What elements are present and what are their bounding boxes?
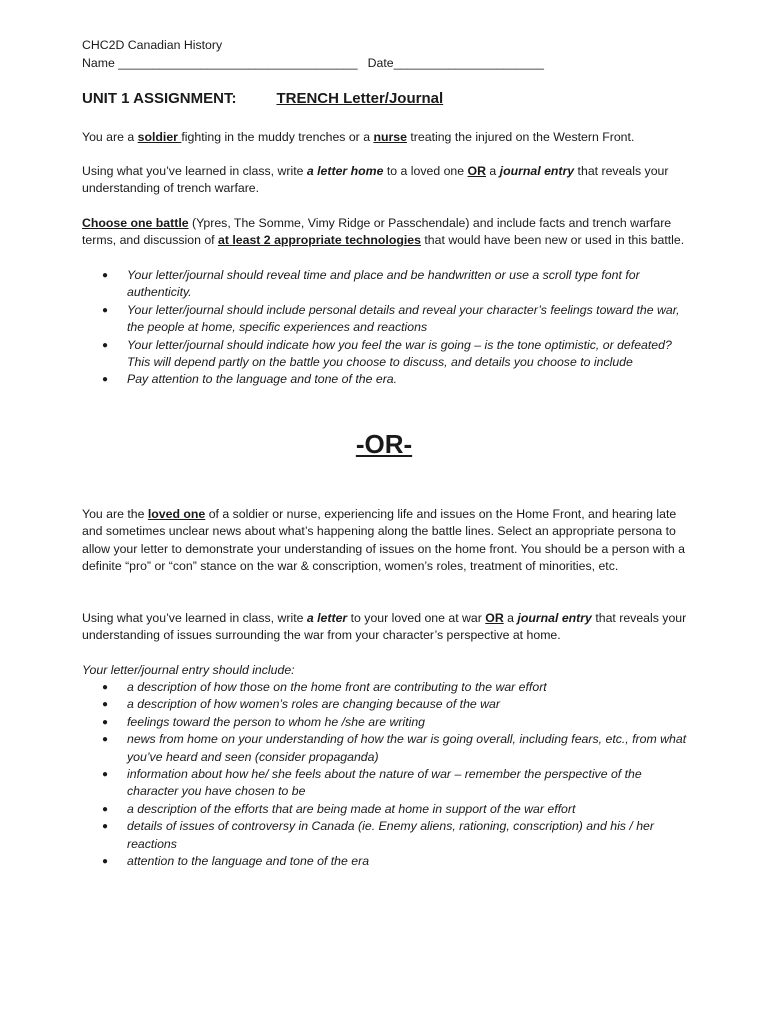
list-item: ● a description of how those on the home front are contributing to the war effort <box>82 679 692 696</box>
text-run: (Ypres, The Somme, Vimy Ridge or Passchendale) and include facts and trench warfare terms, and discussion of <box>82 216 672 248</box>
loved-one-keyword: loved one <box>147 507 206 521</box>
course-name: CHC2D Canadian History <box>82 38 223 52</box>
text-run: of a soldier or nurse, experiencing life and issues on the Home Front, and hearing late and sometimes unclear news about what’s happening along the battle lines. Select an appropriate persona to allow your letter to demonstrate your understanding of issues on the home front. You should be a person with a definite “pro” or “con” stance on the war & conscription, women’s roles, treatment of minorities, etc. <box>82 507 685 574</box>
text-run: that reveals your understanding of issues surrounding the war from your character’s perspective at home. <box>82 611 687 643</box>
include-heading: Your letter/journal entry should include: <box>82 663 295 677</box>
list-item: ● Your letter/journal should include personal details and reveal your character’s feelings toward the war, the people at home, specific experiences and reactions <box>82 302 692 337</box>
text-run: that would have been new or used in this battle. <box>420 233 685 248</box>
date-field-label: Date______________________ <box>367 56 545 70</box>
list-item: ● information about how he/ she feels about the nature of war – remember the perspective of the character you have chosen to be <box>82 766 692 801</box>
letter-keyword: a letter <box>306 611 348 625</box>
text-run: Using what you’ve learned in class, write <box>82 611 307 625</box>
nurse-keyword: nurse <box>373 130 407 144</box>
assignment-title <box>82 90 692 108</box>
unit-label: UNIT 1 ASSIGNMENT: <box>82 90 237 107</box>
text-run: treating the injured on the Western Front. <box>406 130 635 144</box>
journal-entry-keyword: journal entry <box>517 611 592 625</box>
text-run: that reveals your understanding of trench warfare. <box>82 164 669 196</box>
part1-bullet-list <box>82 267 692 389</box>
or-keyword: OR <box>485 611 504 625</box>
part1-intro <box>82 129 692 146</box>
text-run: fighting in the muddy trenches or a <box>181 130 374 144</box>
list-item: ● a description of how women’s roles are changing because of the war <box>82 696 692 713</box>
text-run: a <box>485 164 500 178</box>
list-item: ● a description of the efforts that are being made at home in support of the war effort <box>82 801 692 818</box>
choose-battle-keyword: Choose one battle <box>82 216 189 230</box>
text-run: Using what you’ve learned in class, write <box>82 164 307 178</box>
course-line <box>82 37 692 54</box>
or-keyword: OR <box>467 164 486 178</box>
list-item: ● attention to the language and tone of the era <box>82 853 692 870</box>
list-item: ● Pay attention to the language and tone of the era. <box>82 371 692 388</box>
text-run: to a loved one <box>383 164 468 178</box>
letter-home-keyword: a letter home <box>306 164 384 178</box>
list-item: ● feelings toward the person to whom he /she are writing <box>82 714 692 731</box>
soldier-keyword: soldier <box>137 130 182 144</box>
part2-intro <box>82 506 692 576</box>
journal-entry-keyword: journal entry <box>499 164 575 178</box>
list-item: ● details of issues of controversy in Canada (ie. Enemy aliens, rationing, conscription) and his / her reactions <box>82 818 692 853</box>
part1-battle <box>82 215 692 250</box>
name-field-label: Name ___________________________________ <box>82 56 358 70</box>
part1-task <box>82 163 692 198</box>
text-run: to your loved one at war <box>347 611 486 625</box>
text-run: You are the <box>82 507 148 521</box>
text-run: You are a <box>82 130 138 144</box>
list-item: ● news from home on your understanding of how the war is going overall, including fears, etc., from what you’ve heard and seen (consider propaganda) <box>82 731 692 766</box>
technologies-keyword: at least 2 appropriate technologies <box>218 233 421 248</box>
or-divider: -OR- <box>355 429 413 459</box>
part2-task <box>82 610 692 645</box>
part2-bullet-list <box>82 679 692 870</box>
list-item: ● Your letter/journal should reveal time and place and be handwritten or use a scroll type font for authenticity. <box>82 267 692 302</box>
assignment-name: TRENCH Letter/Journal <box>276 90 444 107</box>
text-run: a <box>503 611 518 625</box>
list-item: ● Your letter/journal should indicate how you feel the war is going – is the tone optimistic, or defeated? This will depend partly on the battle you choose to discuss, and details you choose to include <box>82 337 692 372</box>
name-date-line <box>82 55 722 72</box>
